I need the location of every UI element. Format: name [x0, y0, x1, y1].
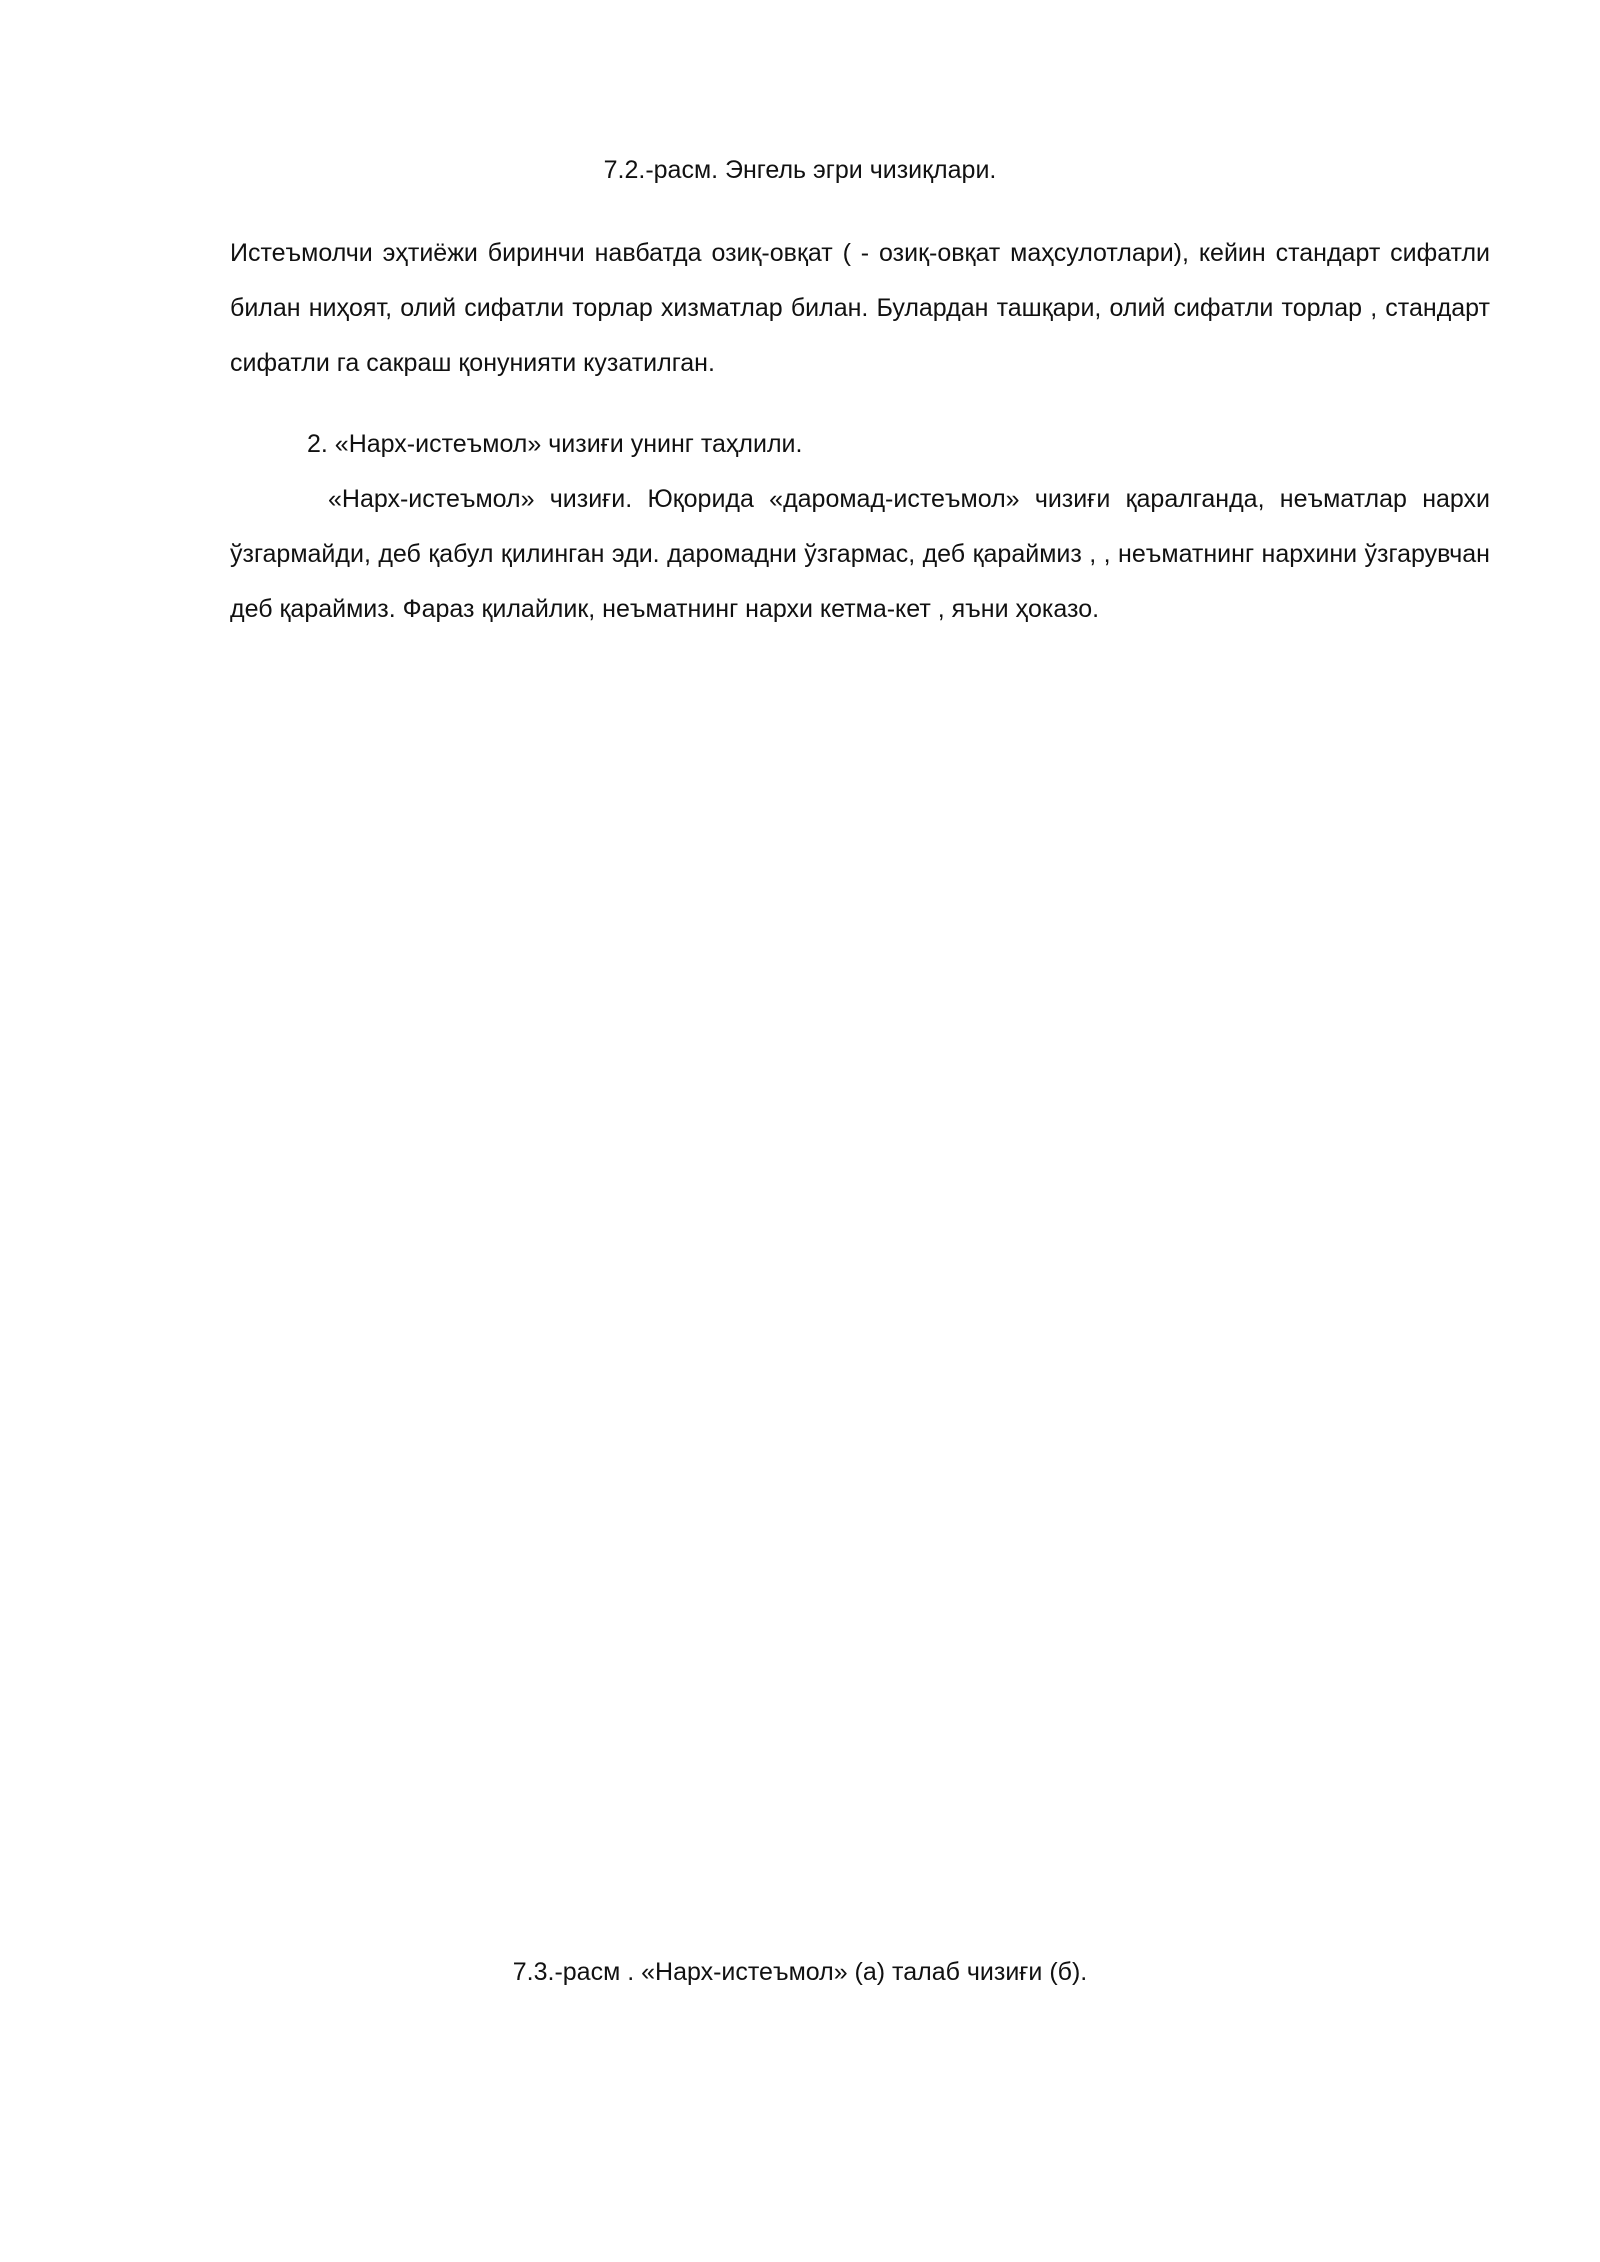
figure-caption-engel-curves: 7.2.-расм. Энгель эгри чизиқлари.	[603, 156, 997, 184]
section-heading-price-consumption: 2. «Нарх-истеъмол» чизиғи унинг таҳлили.	[307, 430, 803, 458]
paragraph-consumer-needs: Истеъмолчи эҳтиёжи биринчи навбатда озиқ-овқат ( - озиқ-овқат маҳсулотлари), кейин стандарт сифатли билан ниҳоят, олий сифатли торлар хизматлар билан. Булардан ташқари, олий сифатли торлар , стандарт сифатли га сакраш қонунияти кузатилган.	[230, 239, 1490, 377]
paragraph-price-consumption-line: «Нарх-истеъмол» чизиғи. Юқорида «даромад-истеъмол» чизиғи қаралганда, неъматлар нархи ўзгармайди, деб қабул қилинган эди. даромадни ўзгармас, деб қараймиз , , неъматнинг нархини ўзгарувчан деб қараймиз. Фараз қилайлик, неъматнинг нархи кетма-кет , яъни ҳоказо.	[230, 485, 1490, 623]
figure-caption-price-consumption-demand: 7.3.-расм . «Нарх-истеъмол» (а) талаб чизиғи (б).	[512, 1958, 1088, 1986]
